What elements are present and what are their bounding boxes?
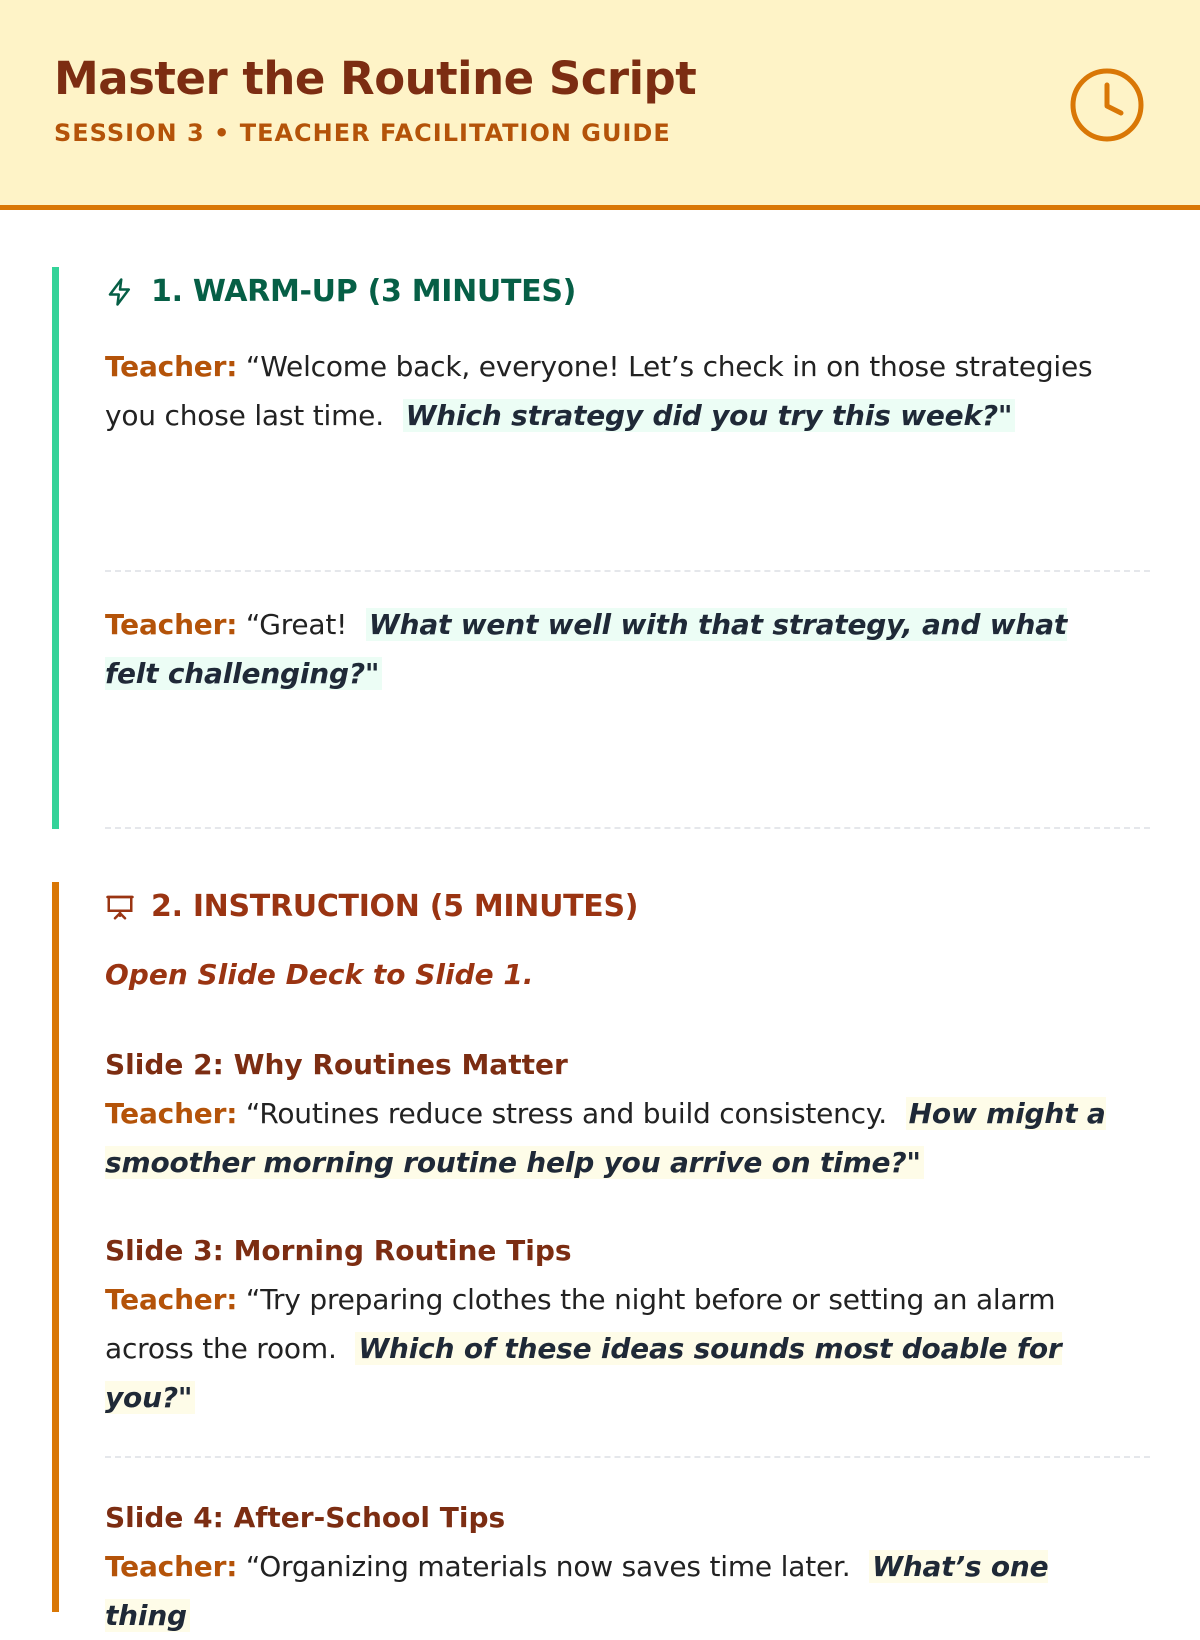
teacher-label: Teacher: <box>105 608 238 641</box>
warmup-title: 1. WARM-UP (3 MINUTES) <box>151 274 577 309</box>
lightning-icon <box>105 277 135 307</box>
teacher-label: Teacher: <box>105 1283 238 1316</box>
teacher-line: “Great! <box>245 608 348 641</box>
teacher-line: “Organizing materials now saves time later. <box>245 1550 851 1583</box>
teacher-label: Teacher: <box>105 1550 238 1583</box>
slide-note <box>105 958 1115 991</box>
teacher-label: Teacher: <box>105 1097 238 1130</box>
discussion-question: Which strategy did you try this week?" <box>403 399 1016 432</box>
slide-2 <box>105 1046 1115 1187</box>
instruction-heading <box>105 889 638 924</box>
slide-title: Slide 2: Why Routines Matter <box>105 1048 568 1081</box>
slide-title: Slide 3: Morning Routine Tips <box>105 1234 572 1267</box>
teacher-label: Teacher: <box>105 350 238 383</box>
slide-4 <box>105 1499 1115 1640</box>
clock-icon <box>1069 67 1145 143</box>
warmup-prompt-1 <box>105 342 1115 440</box>
discussion-question: Which of these ideas sounds most doable for you?" <box>105 1332 1062 1414</box>
divider <box>105 827 1150 829</box>
teacher-line: “Try preparing clothes the night before or setting an alarm across the room. <box>105 1283 1056 1365</box>
instruction-title: 2. INSTRUCTION (5 MINUTES) <box>151 889 639 924</box>
slide-title: Slide 4: After-School Tips <box>105 1501 506 1534</box>
discussion-question: What’s one thing <box>105 1550 1049 1632</box>
warmup-section <box>52 267 1148 829</box>
slide-note-text: Open Slide Deck to Slide 1. <box>105 958 534 991</box>
teacher-line: “Routines reduce stress and build consistency. <box>245 1097 887 1130</box>
divider <box>105 570 1150 572</box>
instruction-section <box>52 882 1148 1632</box>
warmup-prompt-2 <box>105 600 1115 698</box>
discussion-question: How might a smoother morning routine help you arrive on time?" <box>105 1097 1106 1179</box>
warmup-heading <box>105 274 576 309</box>
teacher-line: “Welcome back, everyone! Let’s check in on those strategies you chose last time. <box>105 350 1093 432</box>
discussion-question: What went well with that strategy, and what felt challenging?" <box>105 608 1068 690</box>
divider <box>105 1456 1150 1458</box>
page-header <box>0 0 1200 210</box>
presentation-icon <box>105 892 135 922</box>
page-subtitle: SESSION 3 • TEACHER FACILITATION GUIDE <box>54 119 671 147</box>
slide-3 <box>105 1232 1115 1422</box>
page-title: Master the Routine Script <box>54 52 697 105</box>
